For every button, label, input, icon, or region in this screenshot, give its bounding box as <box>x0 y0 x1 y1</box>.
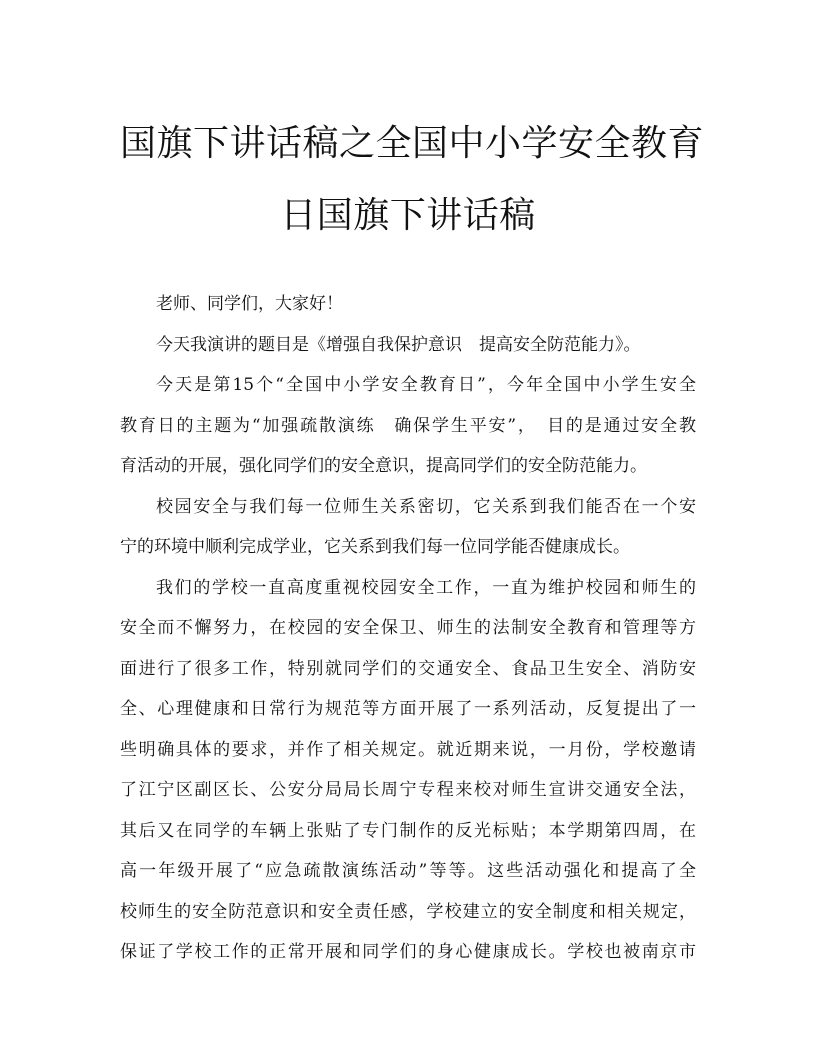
campus-safety-paragraph <box>120 487 696 568</box>
school-work-paragraph <box>120 568 696 973</box>
text-line: 了江宁区副区长、公安分局局长周宁专程来校对师生宣讲交通安全法， <box>120 780 696 800</box>
text-line: 今天我演讲的题目是《增强自我保护意识 提高安全防范能力》。 <box>156 334 641 355</box>
text-line: 高一年级开展了“应急疏散演练活动”等等。这些活动强化和提高了全 <box>120 861 696 881</box>
text-line: 校园安全与我们每一位师生关系密切，它关系到我们能否在一个安 <box>156 496 696 517</box>
text-line: 其后又在同学的车辆上张贴了专门制作的反光标贴；本学期第四周，在 <box>120 820 696 841</box>
text-line: 些明确具体的要求，并作了相关规定。就近期来说，一月份，学校邀请 <box>120 739 696 760</box>
greeting-paragraph <box>120 284 696 325</box>
text-line: 育活动的开展，强化同学们的安全意识，提高同学们的安全防范能力。 <box>120 456 647 476</box>
text-line: 面进行了很多工作，特别就同学们的交通安全、食品卫生安全、消防安 <box>120 658 696 679</box>
title-line-1: 国旗下讲话稿之全国中小学安全教育 <box>120 123 705 164</box>
document-body <box>120 284 696 973</box>
safety-day-paragraph <box>120 365 696 487</box>
text-line: 全、心理健康和日常行为规范等方面开展了一系列活动，反复提出了一 <box>120 699 696 719</box>
text-line: 宁的环境中顺利完成学业，它关系到我们每一位同学能否健康成长。 <box>120 537 630 557</box>
text-line: 安全而不懈努力，在校园的安全保卫、师生的法制安全教育和管理等方 <box>120 618 696 638</box>
text-line: 校师生的安全防范意识和安全责任感，学校建立的安全制度和相关规定， <box>120 901 696 922</box>
text-line: 今天是第15个“全国中小学安全教育日”，今年全国中小学生安全 <box>156 375 696 395</box>
document-title <box>120 108 705 252</box>
text-line: 保证了学校工作的正常开展和同学们的身心健康成长。学校也被南京市 <box>120 942 696 962</box>
text-line: 我们的学校一直高度重视校园安全工作，一直为维护校园和师生的 <box>156 577 696 598</box>
text-line: 教育日的主题为“加强疏散演练 确保学生平安”， 目的是通过安全教 <box>120 415 696 436</box>
text-line: 老师、同学们，大家好！ <box>156 294 343 314</box>
title-line-2: 日国旗下讲话稿 <box>280 195 536 236</box>
topic-paragraph <box>120 325 696 366</box>
